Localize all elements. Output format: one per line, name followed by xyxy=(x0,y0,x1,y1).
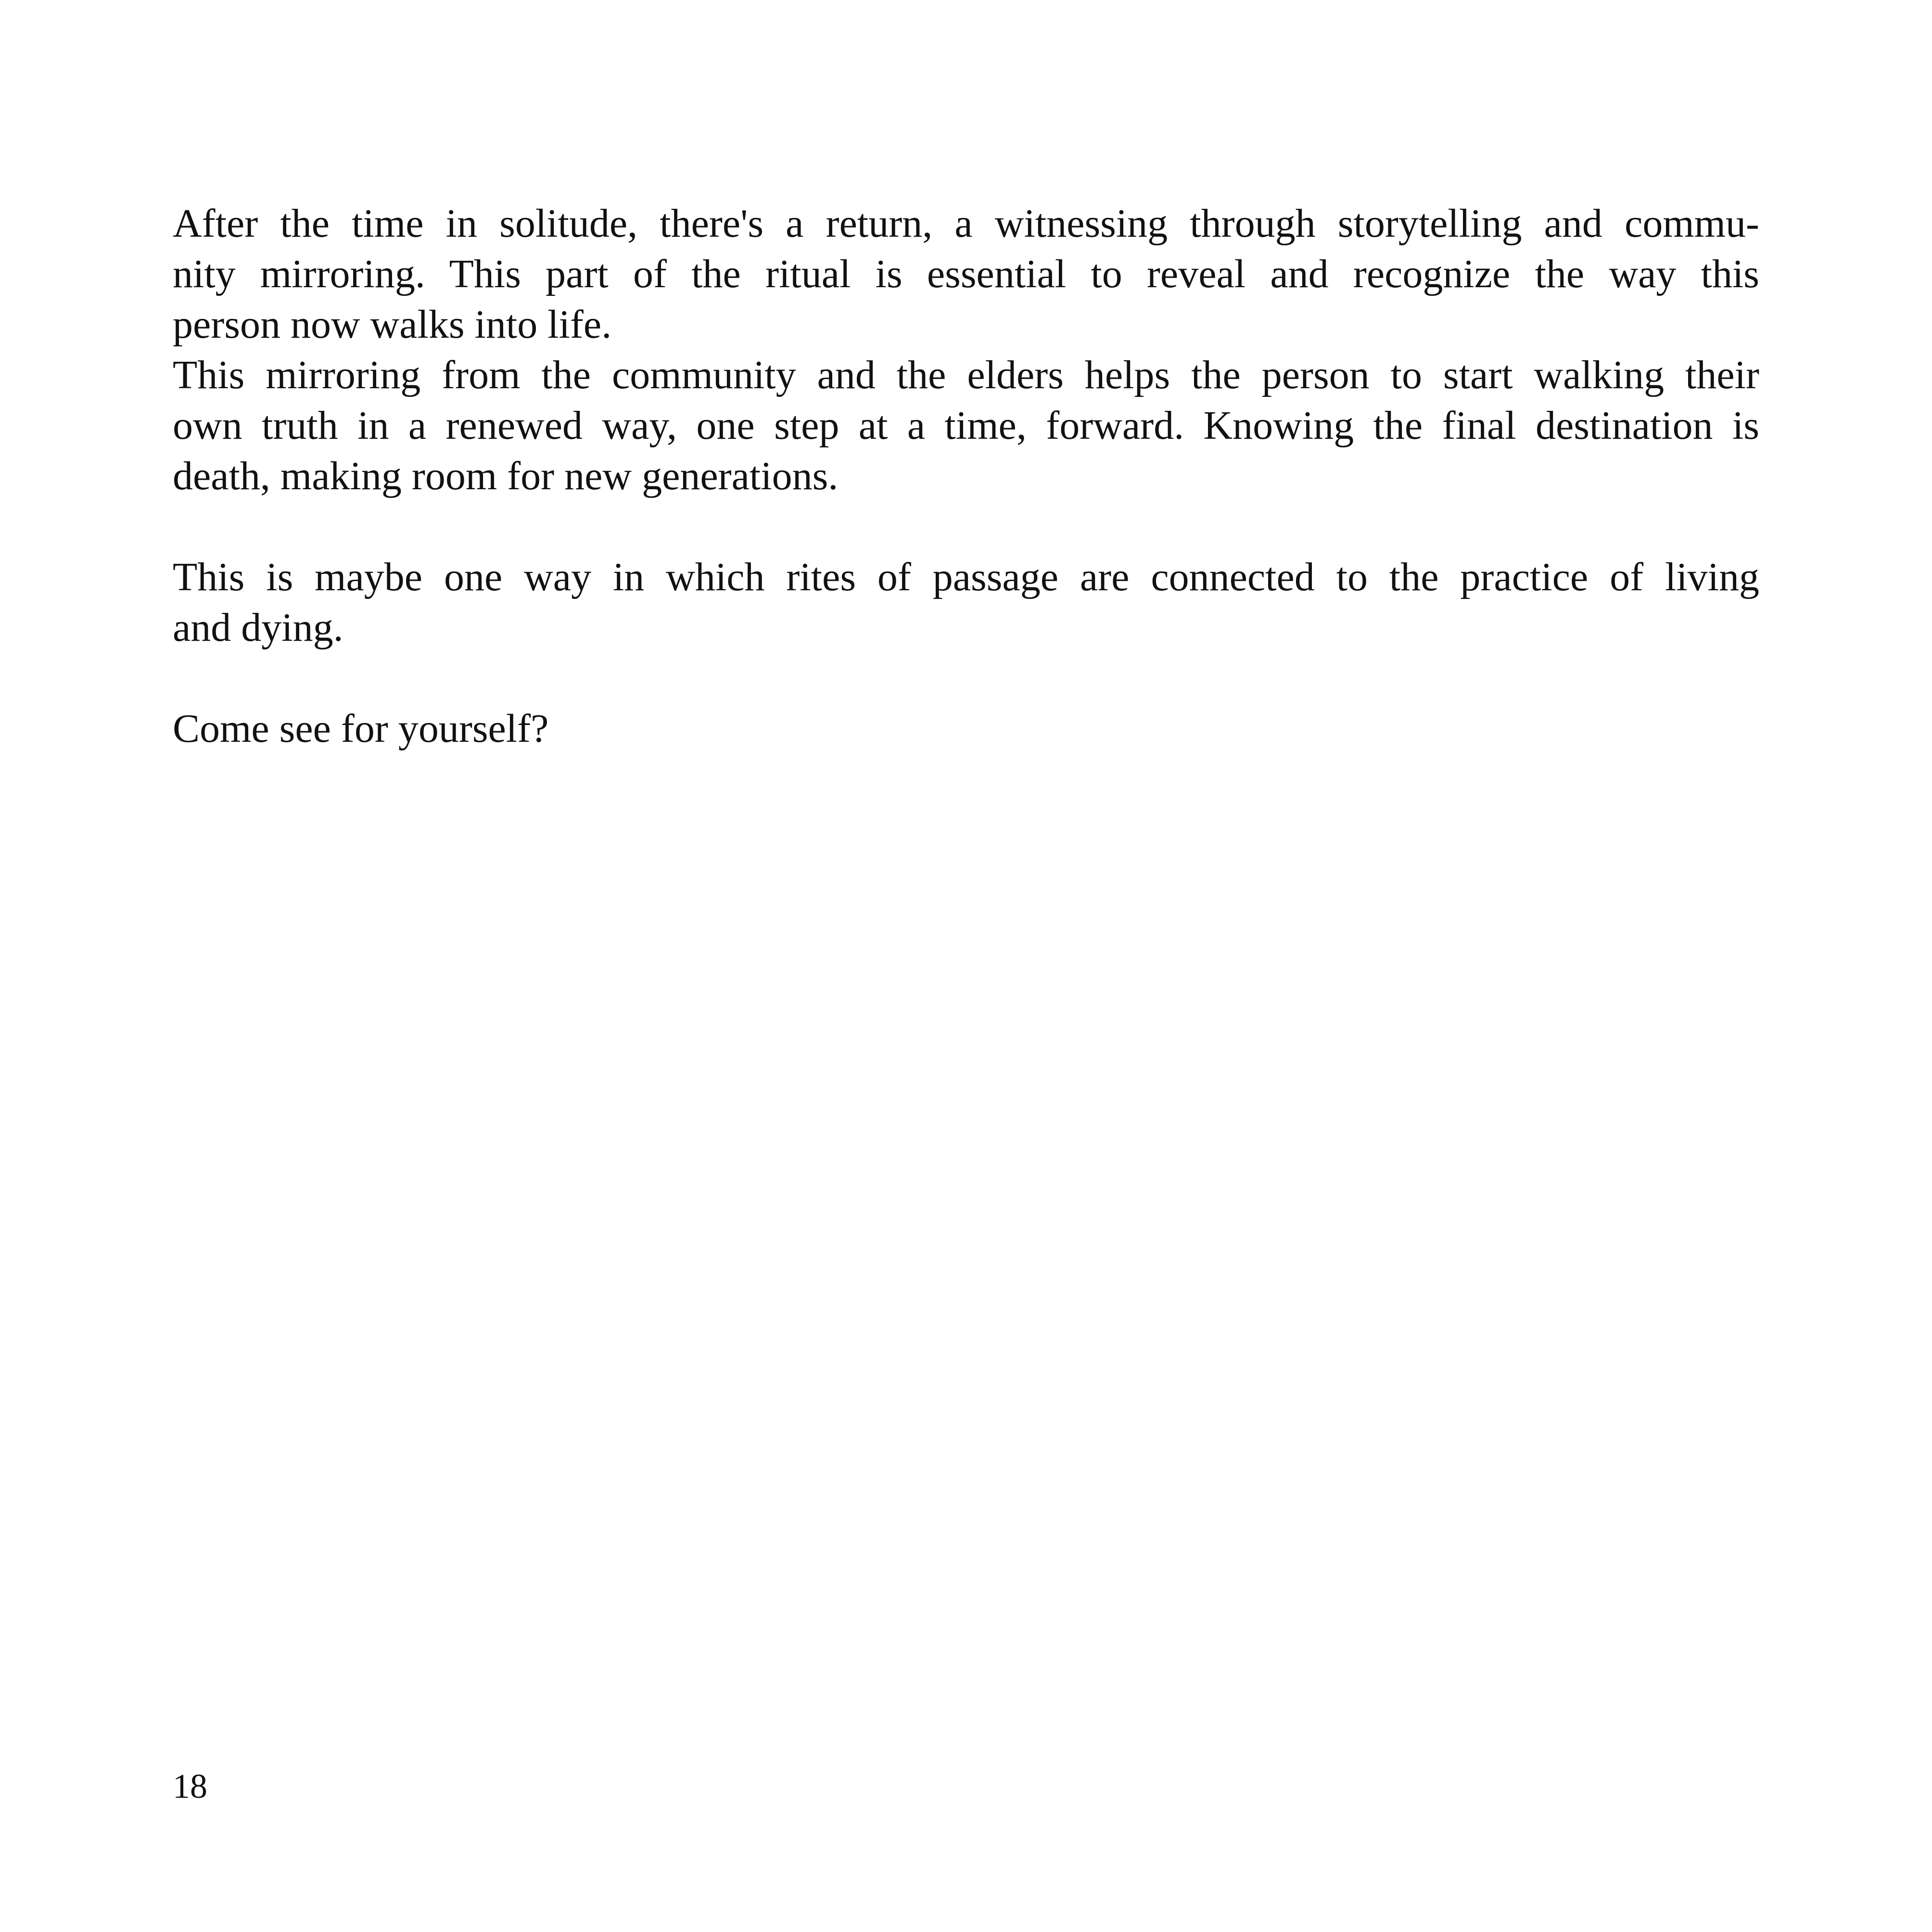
paragraph-3-line-1: This is maybe one way in which rites of passage are connected to the practice of living xyxy=(173,555,1759,599)
paragraph-2-line-3: death, making room for new generations. xyxy=(173,454,839,498)
page-number: 18 xyxy=(173,1767,207,1805)
paragraph-1-line-2: nity mirroring. This part of the ritual is essential to reveal and recognize the way this xyxy=(173,252,1759,296)
closing-question: Come see for yourself? xyxy=(173,706,549,751)
paragraph-3-line-2: and dying. xyxy=(173,605,343,650)
paragraph-2-line-2: own truth in a renewed way, one step at a time, forward. Knowing the final destination is xyxy=(173,403,1759,448)
paragraph-1-line-3: person now walks into life. xyxy=(173,302,612,347)
paragraph-1-line-1: After the time in solitude, there's a return, a witnessing through storytelling and commu- xyxy=(173,201,1759,246)
paragraph-2-line-1: This mirroring from the community and the elders helps the person to start walking their xyxy=(173,353,1759,397)
